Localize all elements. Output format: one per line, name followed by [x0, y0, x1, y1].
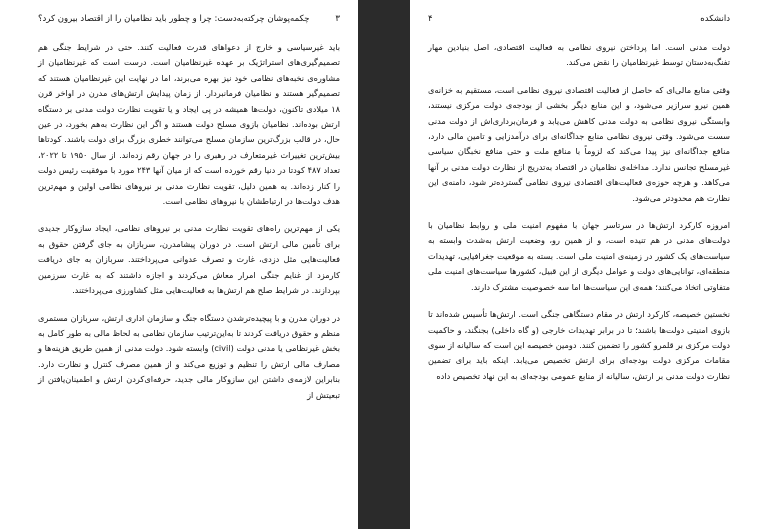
paragraph: در دوران مدرن و با پیچیده‌ترشدن دستگاه جنگ و سازمان اداری ارتش، سربازان مستمری منظم و حقوق دریافت کردند تا به‌این‌ترتیب سازمان نظامی به لحاظ مالی به طور کامل به بخش غیرنظامی یا مدنی دولت (civil) وابسته شود. دولت مدنی از همین طریق هزینه‌ها و مصارف مالی ارتش را تنظیم و توزیع می‌کند و از همین مصرف کنترل و نظارت دارد. بنابراین لازمه‌ی داشتن این سازوکار مالی جدید، حرفه‌ای‌کردن ارتش و اطمینان‌یافتن از تبعیتش از [38, 312, 340, 400]
paragraph: باید غیرسیاسی و خارج از دعواهای قدرت فعالیت کنند. حتی در شرایط جنگی هم تصمیم‌گیری‌های استراتژیک بر عهده غیرنظامیان است. درست است که غیرنظامیان از مشاوره‌ی نخبه‌های نظامی خود نیز بهره می‌برند، اما در نهایت این غیرنظامیان هستند که تصمیم‌گیر هستند و نظامیان فرمانبردار. از زمان پیدایش ارتش‌های مدرن در اواخر قرن ۱۸ میلادی تاکنون، دولت‌ها همیشه در پی ایجاد و یا تقویت نظارت دولت مدنی بر دستگاه ارتش بوده‌اند. نظامیان بازوی مسلح دولت هستند و اگر این نظارت به‌هم بخورد، در عین حال، در قالب بزرگ‌ترین سازمان مسلح می‌توانند خطری بزرگ برای دولت باشند. کودتاها بیش‌ترین تغییرات غیرمتعارف در رهبری را در جهان رقم زده‌اند. از سال ۱۹۵۰ تا ۲۰۲۲، تعداد ۴۸۷ کودتا در دنیا رقم خورده است که از میان آنها ۲۴۳ مورد با موفقیت رئیس دولت را کنار زده‌اند. به همین دلیل، تقویت نظارت مدنی بر نیروهای نظامی اولین و مهم‌ترین هدف دولت‌ها در ارتباطشان با نیروهای نظامی است. [38, 42, 340, 207]
running-header: دانشکده [700, 14, 730, 24]
paragraph: وقتی منابع مالی‌ای که حاصل از فعالیت اقتصادی نیروی نظامی است، مستقیم به خزانه‌ی همین نیرو سرازیر می‌شود، و این منابع دیگر بخشی از بودجه‌ی دولت مرکزی نیستند، وابستگی نیروی نظامی به دولت مدنی کاهش می‌یابد و فرمان‌برداری‌اش از دولت مدنی سست می‌شود. وقتی نیروی نظامی منابع جداگانه‌ای برای درآمدزایی و تامین مالی دارد، منافع جداگانه‌ای نیز پیدا می‌کند که لزوماً با منافع ملت و حتی منافع نخبگان سیاسی غیرمسلح تجانس ندارد. مداخله‌ی نظامیان در اقتصاد به‌تدریج از نظارت دولت مدنی بر آنها می‌کاهد. و هرچه حوزه‌ی فعالیت‌های اقتصادی نیروی نظامی گسترده‌تر شود، دامنه‌ی این نظارت هم محدودتر می‌شود. [428, 84, 730, 203]
left-page-header [38, 12, 340, 26]
page-gutter [358, 0, 410, 529]
paragraph: نخستین خصیصه، کارکرد ارتش در مقام دستگاهی جنگی است. ارتش‌ها تأسیس شده‌اند تا بازوی امنیتی دولت‌ها باشند؛ تا در برابر تهدیدات خارجی (و گاه داخلی) بجنگند، و حاکمیت دولت مرکزی بر قلمرو کشور را تضمین کنند. دومین خصیصه این است که سالیانه از سوی مقامات مرکزی دولت بودجه‌ای برای ارتش تخصیص می‌یابد. اینکه باید برای تضمین نظارت دولت مدنی بر ارتش، سالیانه از منابع عمومی بودجه‌ای به این نهاد تخصیص داده [428, 309, 730, 381]
right-page [410, 0, 768, 529]
page-number: ۴ [428, 14, 433, 24]
paragraph: دولت مدنی است. اما پرداختن نیروی نظامی به فعالیت اقتصادی، اصل بنیادین مهار تفنگ‌به‌دستان توسط غیرنظامیان را نقض می‌کند. [428, 42, 730, 68]
page-number: ۳ [335, 14, 340, 24]
right-page-header [428, 12, 730, 26]
left-page [0, 0, 358, 529]
paragraph: یکی از مهم‌ترین راه‌های تقویت نظارت مدنی بر نیروهای نظامی، ایجاد سازوکار جدیدی برای تأمین مالی ارتش است. در دوران پیشامدرن، سربازان به جای گرفتن حقوق به فعالیت‌هایی مثل دزدی، غارت و تصرف عدوانی می‌پرداختند. سربازان به جای دریافت کارمزد از غنایم جنگی امرار معاش می‌کردند و اجازه داشتند که به غارت سرزمین بپردازند. در شرایط صلح هم ارتش‌ها به فعالیت‌هایی مثل کشاورزی می‌پرداختند. [38, 223, 340, 296]
running-header: چکمه‌پوشان چرکته‌به‌دست: چرا و چطور باید نظامیان را از اقتصاد بیرون کرد؟ [38, 14, 310, 24]
paragraph: امروزه کارکرد ارتش‌ها در سرتاسر جهان با مفهوم امنیت ملی و روابط نظامیان با دولت‌های مدنی در هم تنیده است، و از همین رو، وضعیت ارتش به‌شدت وابسته به سیاست‌های یک کشور در زمینه‌ی امنیت ملی است. بسته به موقعیت جغرافیایی، تهدیدات منطقه‌ای، توانایی‌های دولت و عوامل دیگری از این قبیل، کشورها سیاست‌های امنیت ملی متفاوتی اتخاذ می‌کنند؛ همه‌ی این سیاست‌ها اما سه خصوصیت مشترک دارند. [428, 220, 730, 292]
